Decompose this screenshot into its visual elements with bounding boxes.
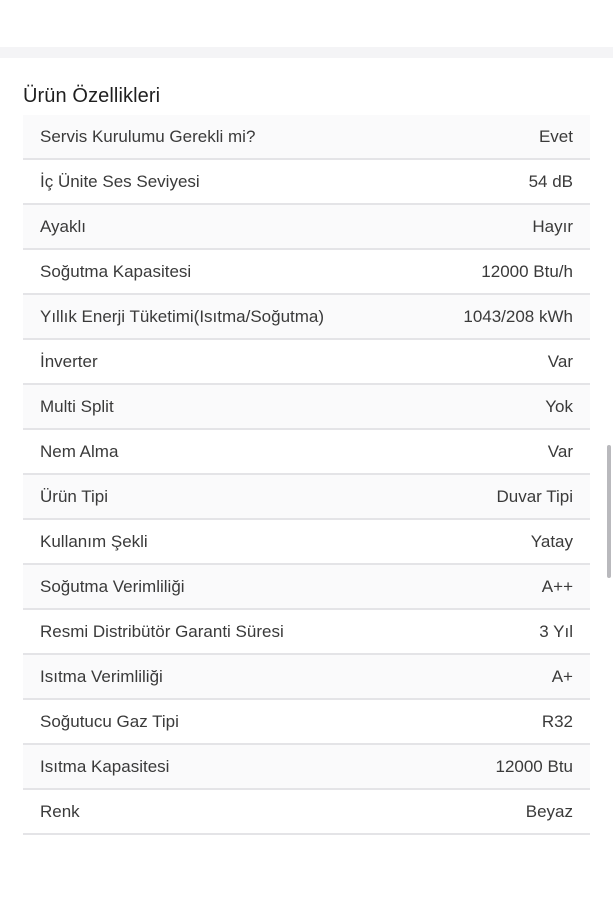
spec-row [23,295,590,340]
spec-label: İnverter [40,351,98,371]
spec-row [23,430,590,475]
scrollbar[interactable] [607,445,611,578]
spec-value: A+ [551,666,573,686]
spec-label: Resmi Distribütör Garanti Süresi [40,621,284,641]
spec-label: Isıtma Verimliliği [40,666,163,686]
spec-row [23,520,590,565]
spec-value: 54 dB [528,171,573,191]
spec-label: Servis Kurulumu Gerekli mi? [40,126,256,146]
spec-value: Duvar Tipi [496,486,573,506]
spec-label: Multi Split [40,396,114,416]
spec-row [23,655,590,700]
spec-value: 12000 Btu/h [481,261,573,281]
spec-row [23,790,590,835]
spec-row [23,565,590,610]
spec-value: 12000 Btu [495,756,573,776]
spec-value: Yok [545,396,573,416]
spec-table [23,115,590,835]
spec-value: Var [547,351,573,371]
spec-value: 3 Yıl [539,621,573,641]
spec-row [23,340,590,385]
spec-value: 1043/208 kWh [463,306,573,326]
spec-row [23,250,590,295]
spec-label: İç Ünite Ses Seviyesi [40,171,200,191]
spec-value: R32 [541,711,573,731]
spec-value: A++ [541,576,573,596]
spec-value: Evet [538,126,573,146]
spec-label: Soğutma Verimliliği [40,576,185,596]
spec-value: Yatay [530,531,573,551]
spec-label: Ayaklı [40,216,86,236]
spec-row [23,160,590,205]
spec-row [23,385,590,430]
section-title: Ürün Özellikleri [23,85,161,107]
spec-label: Isıtma Kapasitesi [40,756,170,776]
spec-label: Soğutucu Gaz Tipi [40,711,179,731]
spec-value: Hayır [532,216,573,236]
spec-row [23,610,590,655]
spec-row [23,475,590,520]
spec-label: Soğutma Kapasitesi [40,261,192,281]
spec-value: Beyaz [525,801,573,821]
spec-label: Kullanım Şekli [40,531,148,551]
spec-row [23,115,590,160]
spec-row [23,700,590,745]
section-divider-band [0,47,613,58]
spec-label: Renk [40,801,80,821]
spec-row [23,745,590,790]
spec-row [23,205,590,250]
spec-label: Yıllık Enerji Tüketimi(Isıtma/Soğutma) [40,306,325,326]
spec-label: Ürün Tipi [40,486,109,506]
spec-label: Nem Alma [40,441,119,461]
spec-value: Var [547,441,573,461]
